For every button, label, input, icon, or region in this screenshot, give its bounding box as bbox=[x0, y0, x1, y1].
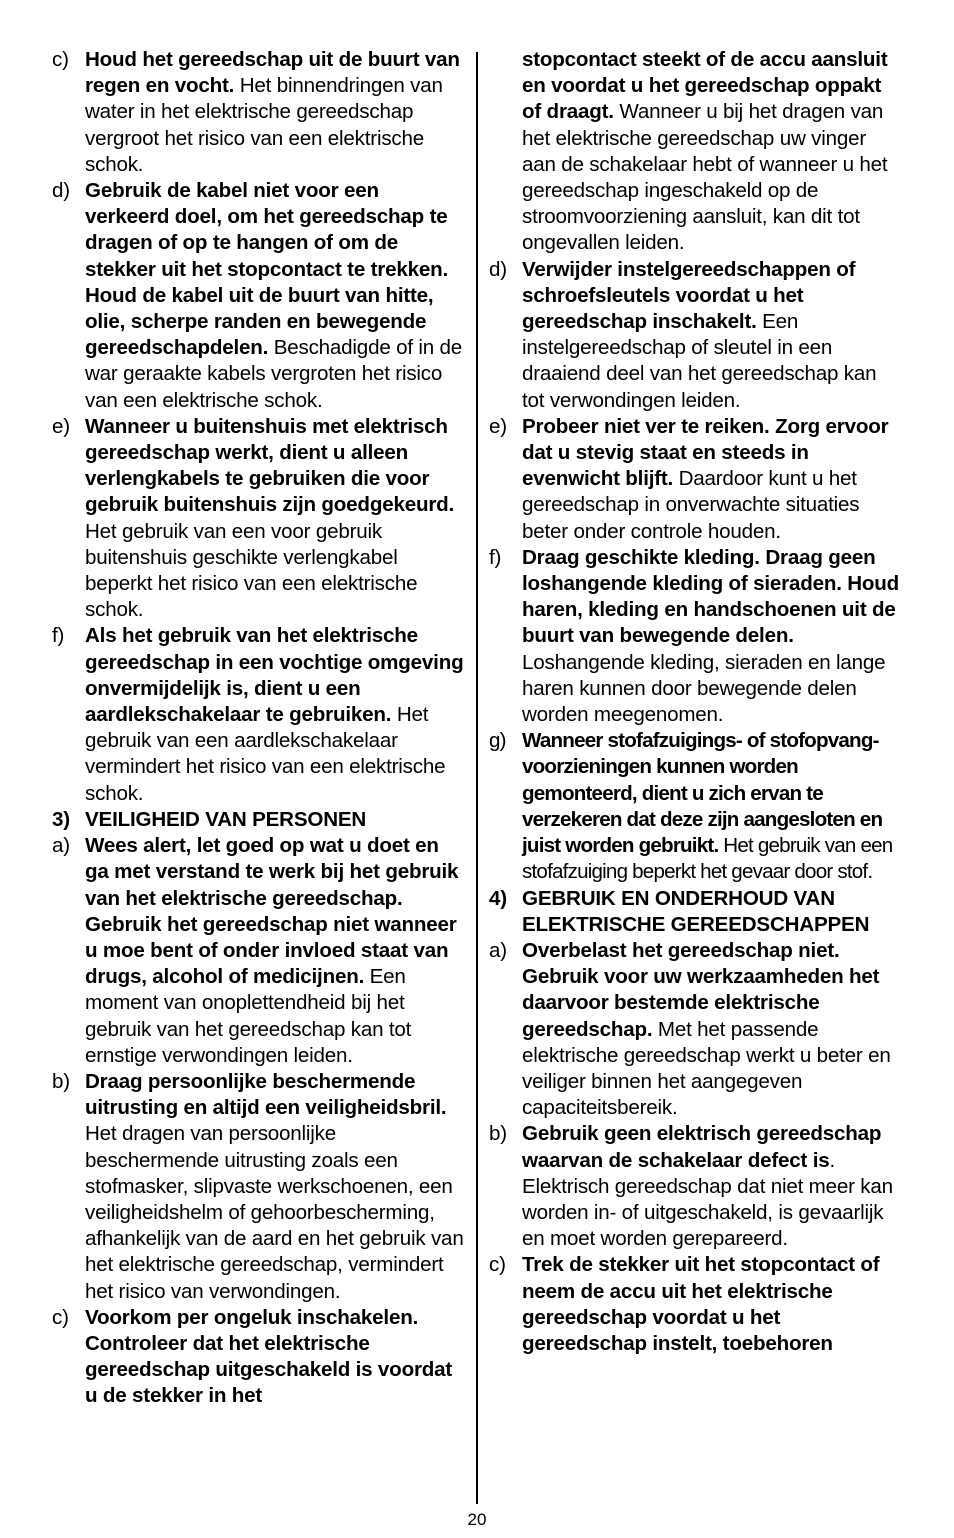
list-item-continued bbox=[489, 47, 901, 257]
list-item bbox=[52, 47, 464, 178]
item-marker: e) bbox=[489, 414, 507, 438]
item-text: Een moment van onoplettendheid bij het gebruik van het gereedschap kan tot ernstige verwondingen leiden. bbox=[85, 965, 412, 1067]
item-marker: d) bbox=[489, 257, 507, 281]
section-number: 4) bbox=[489, 886, 507, 910]
item-bold-text: Trek de stekker uit het stopcontact of neem de accu uit het elektrische gereedschap voordat u het gereedschap instelt, toebehoren bbox=[522, 1253, 880, 1355]
list-item bbox=[489, 728, 901, 885]
right-column bbox=[489, 47, 901, 1357]
item-marker: c) bbox=[489, 1253, 506, 1277]
item-marker: a) bbox=[489, 938, 507, 962]
item-text: Met het passende elektrische gereedschap werkt u beter en veiliger binnen het aangegeven capaciteitsbereik. bbox=[522, 1017, 891, 1120]
list-item bbox=[489, 1252, 901, 1357]
item-bold-text: Draag geschikte kleding. Draag geen loshangende kleding of sieraden. Houd haren, kleding en handschoenen uit de buurt van bewegende delen. bbox=[522, 545, 900, 648]
item-bold-text: Houd het gereedschap uit de buurt van regen en vocht. bbox=[85, 48, 460, 98]
item-marker: a) bbox=[52, 834, 70, 858]
list-item bbox=[489, 938, 901, 1121]
list-item bbox=[52, 623, 464, 806]
list-item bbox=[52, 1069, 464, 1305]
item-marker: g) bbox=[489, 729, 506, 753]
list-item bbox=[489, 1121, 901, 1252]
section-number: 3) bbox=[52, 807, 70, 831]
item-text: Het gebruik van een voor gebruik buitenshuis geschikte verlengkabel beperkt het risico van een elektrische schok. bbox=[85, 519, 418, 622]
list-item bbox=[52, 1305, 464, 1410]
list-item bbox=[489, 414, 901, 545]
item-bold-text: Verwijder instelgereedschappen of schroefsleutels voordat u het gereedschap inschakelt. bbox=[522, 257, 856, 334]
item-text: Het binnendringen van water in het elektrische gereedschap vergroot het risico van een elektrische schok. bbox=[85, 74, 443, 176]
item-marker: f) bbox=[489, 545, 502, 569]
list-item bbox=[52, 178, 464, 414]
item-text: Daardoor kunt u het gereedschap in onverwachte situaties beter onder controle houden. bbox=[522, 467, 860, 543]
section-heading bbox=[489, 886, 901, 938]
list-item bbox=[52, 414, 464, 624]
item-marker: b) bbox=[52, 1069, 70, 1093]
item-bold-text: Probeer niet ver te reiken. Zorg ervoor dat u stevig staat en steeds in evenwicht blijft. bbox=[522, 414, 889, 491]
item-bold-text: Gebruik geen elektrisch gereedschap waarvan de schakelaar defect is bbox=[522, 1122, 882, 1172]
item-bold-text: Overbelast het gereedschap niet. Gebruik voor uw werkzaamheden het daarvoor bestemde elektrische gereedschap. bbox=[522, 938, 880, 1041]
item-text: Het dragen van persoonlijke beschermende uitrusting zoals een stofmasker, slipvaste werkschoenen, een veiligheidshelm of gehoorbescherming, afhankelijk van de aard en het gebruik van het elektrische gereedschap, vermindert het risico van verwondingen. bbox=[85, 1122, 464, 1303]
item-marker: e) bbox=[52, 414, 70, 438]
item-bold-text: Wanneer stofafzuigings- of stofopvang-voorzieningen kunnen worden gemonteerd, dient u zich ervan te verzekeren dat deze zijn aangesloten en juist worden gebruikt. bbox=[522, 729, 883, 858]
item-bold-text: Voorkom per ongeluk inschakelen. Controleer dat het elektrische gereedschap uitgeschakeld is voordat u de stekker in het bbox=[85, 1305, 453, 1408]
item-marker: d) bbox=[52, 179, 70, 203]
item-text: Een instelgereedschap of sleutel in een draaiend deel van het gereedschap kan tot verwondingen leiden. bbox=[522, 310, 877, 412]
section-title: GEBRUIK EN ONDERHOUD VAN ELEKTRISCHE GEREEDSCHAPPEN bbox=[522, 886, 870, 936]
item-text: Het gebruik van een stofafzuiging beperkt het gevaar door stof. bbox=[522, 834, 893, 884]
item-marker: c) bbox=[52, 48, 69, 71]
item-text: Loshangende kleding, sieraden en lange haren kunnen door bewegende delen worden meegenomen. bbox=[522, 650, 886, 727]
item-bold-text: Draag persoonlijke beschermende uitrusting en altijd een veiligheidsbril. bbox=[85, 1069, 447, 1120]
item-bold-text: Wanneer u buitenshuis met elektrisch gereedschap werkt, dient u alleen verlengkabels te gebruiken die voor gebruik buitenshuis zijn goedgekeurd. bbox=[85, 414, 455, 517]
list-item bbox=[489, 545, 901, 728]
section-title: VEILIGHEID VAN PERSONEN bbox=[85, 807, 367, 831]
left-column bbox=[52, 47, 464, 1410]
item-bold-text: Gebruik de kabel niet voor een verkeerd doel, om het gereedschap te dragen of op te hangen of om de stekker uit het stopcontact te trekken. Houd de kabel uit de buurt van hitte, olie, scherpe randen en bewegende gereedschapdelen. bbox=[85, 179, 448, 360]
section-heading bbox=[52, 807, 464, 833]
item-text: Het gebruik van een aardlekschakelaar vermindert het risico van een elektrische schok. bbox=[85, 703, 446, 805]
item-bold-text: stopcontact steekt of de accu aansluit en voordat u het gereedschap oppakt of draagt. bbox=[522, 48, 888, 124]
item-bold-text: Wees alert, let goed op wat u doet en ga met verstand te werk bij het gebruik van het elektrische gereedschap. Gebruik het gereedschap niet wanneer u moe bent of onder invloed staat van drugs, alcohol of medicijnen. bbox=[85, 834, 459, 989]
item-marker: c) bbox=[52, 1305, 69, 1329]
item-marker: b) bbox=[489, 1122, 507, 1146]
item-marker: f) bbox=[52, 624, 65, 648]
item-bold-text: Als het gebruik van het elektrische gereedschap in een vochtige omgeving onvermijdelijk is, dient u een aardlekschakelaar te gebruiken. bbox=[85, 624, 464, 727]
item-text: . Elektrisch gereedschap dat niet meer kan worden in- of uitgeschakeld, is gevaarlijk en moet worden gerepareerd. bbox=[522, 1148, 893, 1251]
item-text: Wanneer u bij het dragen van het elektrische gereedschap uw vinger aan de schakelaar hebt of wanneer u het gereedschap ingeschakeld op de stroomvoorziening aansluit, kan dit tot ongevallen leiden. bbox=[522, 100, 888, 255]
page-number: 20 bbox=[467, 1510, 487, 1529]
item-text: Beschadigde of in de war geraakte kabels vergroten het risico van een elektrische schok. bbox=[85, 336, 463, 412]
list-item bbox=[489, 257, 901, 414]
column-divider bbox=[476, 52, 478, 1504]
list-item bbox=[52, 833, 464, 1069]
